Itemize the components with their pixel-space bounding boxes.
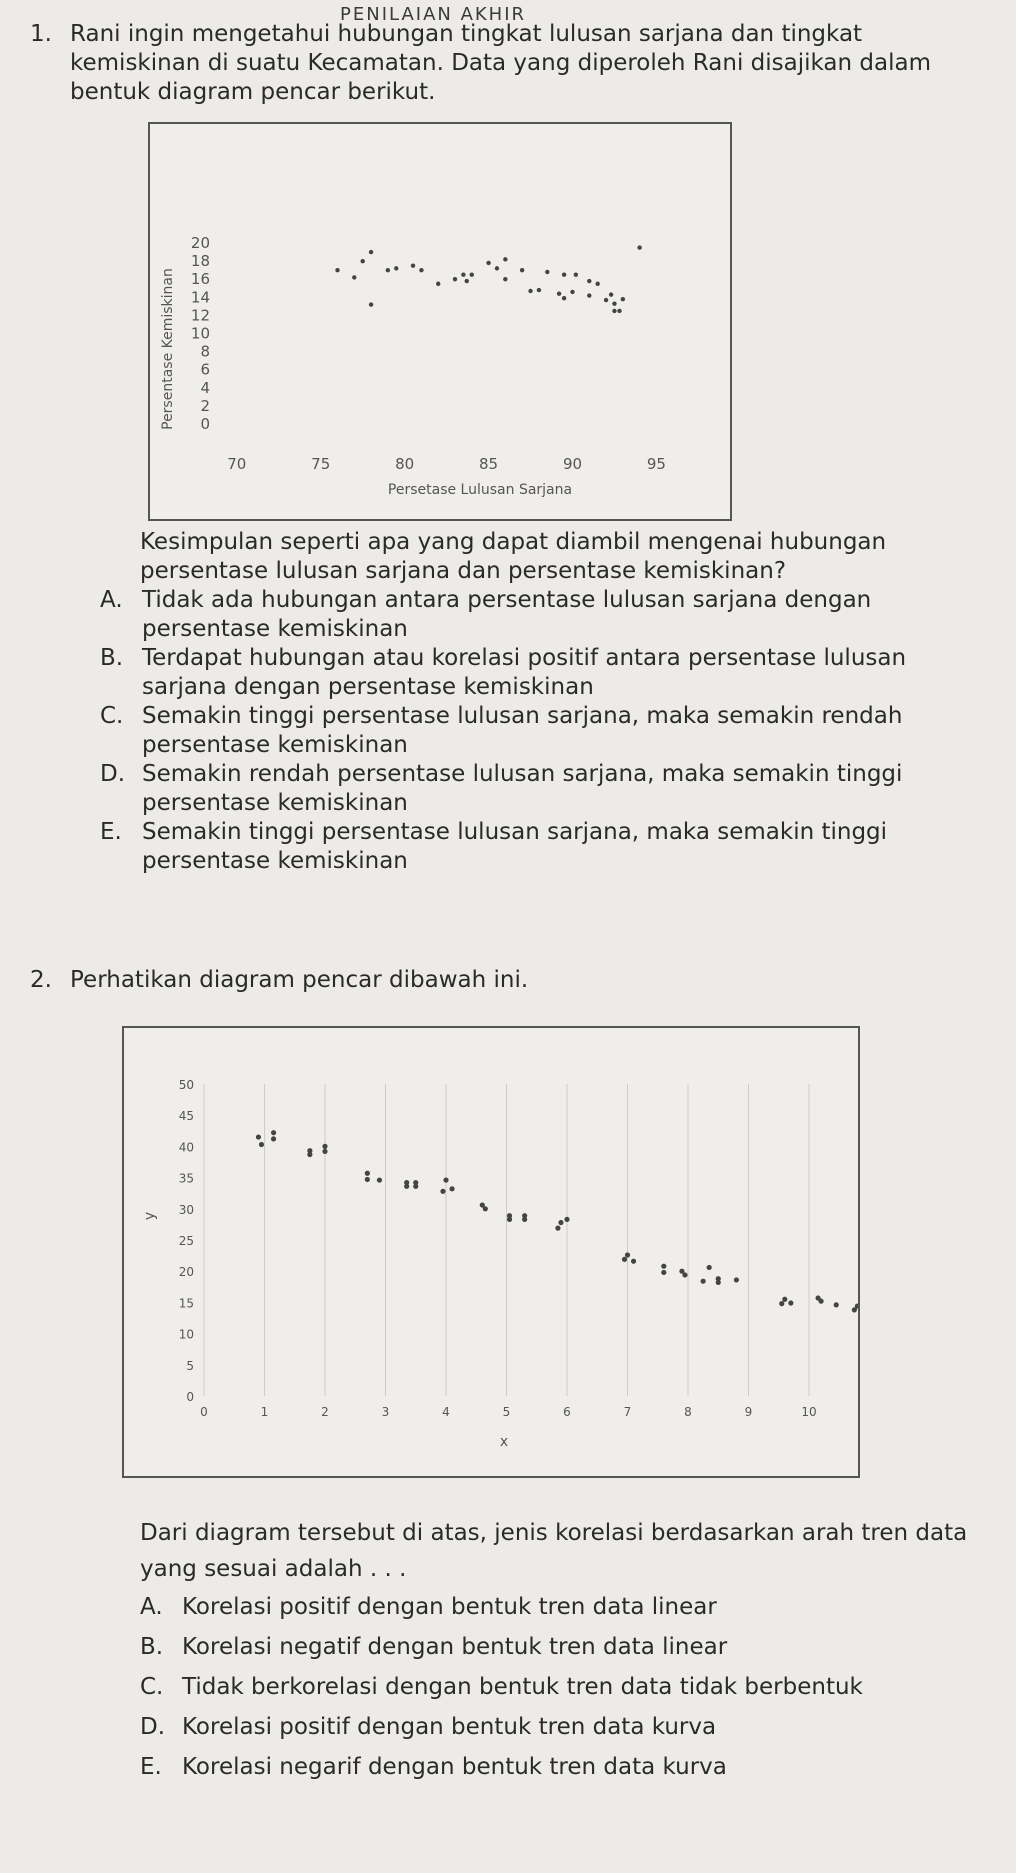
q2-option-b bbox=[140, 1627, 990, 1667]
q1-option-e bbox=[100, 818, 980, 876]
data-point bbox=[470, 273, 474, 277]
data-point bbox=[440, 1189, 445, 1194]
data-point bbox=[507, 1217, 512, 1222]
data-point bbox=[461, 273, 465, 277]
x-tick-label: 95 bbox=[646, 455, 666, 473]
data-point bbox=[369, 302, 373, 306]
q1-option-c bbox=[100, 702, 980, 760]
y-tick-label: 40 bbox=[178, 1140, 194, 1155]
option-letter: E. bbox=[140, 1754, 162, 1780]
data-point bbox=[436, 282, 440, 286]
x-tick-label: 0 bbox=[200, 1405, 208, 1419]
option-text: Korelasi positif dengan bentuk tren data kurva bbox=[182, 1714, 717, 1740]
option-letter: C. bbox=[100, 703, 124, 729]
x-tick-label: 7 bbox=[623, 1405, 632, 1419]
y-tick-label: 5 bbox=[186, 1358, 194, 1373]
data-point bbox=[537, 288, 541, 292]
data-point bbox=[661, 1270, 666, 1275]
data-point bbox=[707, 1265, 712, 1270]
x-tick-label: 8 bbox=[684, 1405, 692, 1419]
data-point bbox=[631, 1259, 636, 1264]
option-text: Korelasi positif dengan bentuk tren data linear bbox=[182, 1594, 717, 1620]
option-text: Semakin rendah persentase lulusan sarjana, maka semakin tinggi persentase kemiskinan bbox=[142, 761, 903, 816]
y-axis-label: y bbox=[142, 1211, 158, 1221]
data-point bbox=[394, 266, 398, 270]
x-tick-label: 2 bbox=[321, 1405, 329, 1419]
data-point bbox=[520, 268, 524, 272]
data-point bbox=[617, 309, 621, 313]
data-point bbox=[307, 1152, 312, 1157]
data-point bbox=[637, 245, 641, 249]
y-tick-label: 20 bbox=[178, 1265, 194, 1280]
data-point bbox=[411, 263, 415, 267]
x-tick-label: 85 bbox=[479, 455, 499, 473]
x-tick-label: 6 bbox=[563, 1405, 571, 1419]
x-axis-label: Persetase Lulusan Sarjana bbox=[387, 482, 573, 498]
y-tick-label: 4 bbox=[200, 378, 210, 397]
data-point bbox=[377, 1177, 382, 1182]
q1-option-d bbox=[100, 760, 980, 818]
x-tick-label: 3 bbox=[381, 1405, 390, 1419]
x-tick-label: 5 bbox=[502, 1405, 511, 1419]
x-tick-label: 90 bbox=[562, 455, 583, 473]
option-letter: B. bbox=[140, 1634, 164, 1660]
data-point bbox=[562, 296, 566, 300]
data-point bbox=[360, 259, 364, 263]
option-letter: B. bbox=[100, 645, 124, 671]
data-point bbox=[335, 268, 339, 272]
data-point bbox=[419, 268, 423, 272]
data-point bbox=[557, 292, 561, 296]
data-point bbox=[271, 1136, 276, 1141]
y-tick-label: 14 bbox=[190, 288, 210, 307]
question-intro: Rani ingin mengetahui hubungan tingkat lulusan sarjana dan tingkat kemiskinan di suatu Kecamatan. Data yang diperoleh Rani disajikan dalam bentuk diagram pencar berikut. bbox=[70, 21, 931, 105]
option-text: Tidak berkorelasi dengan bentuk tren data tidak berbentuk bbox=[182, 1674, 863, 1700]
y-tick-label: 18 bbox=[190, 252, 210, 271]
x-tick-label: 75 bbox=[311, 455, 331, 473]
q2-option-d bbox=[140, 1707, 990, 1747]
option-letter: E. bbox=[100, 819, 122, 845]
question-2-body bbox=[30, 1515, 980, 1787]
option-letter: D. bbox=[140, 1714, 166, 1740]
data-point bbox=[522, 1217, 527, 1222]
data-point bbox=[365, 1171, 370, 1176]
options-list bbox=[100, 586, 980, 876]
y-tick-label: 30 bbox=[178, 1202, 194, 1217]
x-tick-label: 10 bbox=[801, 1405, 817, 1419]
x-tick-label: 9 bbox=[744, 1405, 753, 1419]
data-point bbox=[604, 298, 608, 302]
y-tick-label: 0 bbox=[200, 415, 210, 433]
data-point bbox=[682, 1272, 687, 1277]
data-point bbox=[558, 1220, 563, 1225]
y-tick-label: 2 bbox=[200, 396, 210, 415]
scatter-chart-2 bbox=[122, 1026, 860, 1478]
data-point bbox=[453, 277, 457, 281]
scatter-chart-1 bbox=[148, 122, 732, 521]
data-point bbox=[852, 1307, 857, 1312]
data-point bbox=[386, 268, 390, 272]
q2-option-e bbox=[140, 1747, 990, 1787]
y-tick-label: 0 bbox=[186, 1390, 194, 1404]
question-number: 1. bbox=[30, 21, 52, 47]
question-intro: Perhatikan diagram pencar dibawah ini. bbox=[70, 967, 529, 993]
data-point bbox=[562, 273, 566, 277]
question-text: Dari diagram tersebut di atas, jenis korelasi berdasarkan arah tren data yang sesuai adalah . . . bbox=[140, 1520, 968, 1582]
data-point bbox=[528, 289, 532, 293]
data-point bbox=[404, 1184, 409, 1189]
data-point bbox=[788, 1300, 793, 1305]
option-text: Semakin tinggi persentase lulusan sarjana, maka semakin tinggi persentase kemiskinan bbox=[142, 819, 888, 874]
option-text: Tidak ada hubungan antara persentase lulusan sarjana dengan persentase kemiskinan bbox=[142, 587, 872, 642]
y-tick-label: 50 bbox=[178, 1078, 194, 1092]
y-tick-label: 10 bbox=[178, 1327, 194, 1342]
option-letter: D. bbox=[100, 761, 126, 787]
data-point bbox=[495, 266, 499, 270]
option-text: Korelasi negarif dengan bentuk tren data kurva bbox=[182, 1754, 727, 1780]
data-point bbox=[819, 1299, 824, 1304]
option-letter: A. bbox=[140, 1594, 163, 1620]
data-point bbox=[486, 261, 490, 265]
data-point bbox=[443, 1177, 448, 1182]
data-point bbox=[256, 1134, 261, 1139]
data-point bbox=[661, 1264, 666, 1269]
x-tick-label: 70 bbox=[227, 455, 247, 473]
y-tick-label: 10 bbox=[190, 324, 210, 343]
option-text: Semakin tinggi persentase lulusan sarjana, maka semakin rendah persentase kemiskinan bbox=[142, 703, 903, 758]
data-point bbox=[625, 1252, 630, 1257]
question-text: Kesimpulan seperti apa yang dapat diambil mengenai hubungan persentase lulusan sarjana dan persentase kemiskinan? bbox=[140, 529, 887, 584]
data-point bbox=[545, 270, 549, 274]
data-point bbox=[612, 301, 616, 305]
data-point bbox=[365, 1177, 370, 1182]
data-point bbox=[322, 1149, 327, 1154]
q2-option-c bbox=[140, 1667, 990, 1707]
data-point bbox=[570, 290, 574, 294]
data-point bbox=[834, 1302, 839, 1307]
data-point bbox=[369, 250, 373, 254]
x-axis-label: x bbox=[499, 1434, 509, 1450]
question-1-body bbox=[30, 528, 980, 876]
question-1 bbox=[30, 20, 980, 107]
scatter-plot-2 bbox=[124, 1028, 858, 1476]
data-point bbox=[564, 1217, 569, 1222]
y-tick-label: 6 bbox=[200, 360, 210, 379]
scatter-plot-1 bbox=[150, 124, 730, 519]
data-point bbox=[622, 1257, 627, 1262]
data-point bbox=[595, 282, 599, 286]
q1-option-a bbox=[100, 586, 980, 644]
question-2 bbox=[30, 966, 980, 995]
data-point bbox=[259, 1142, 264, 1147]
x-tick-label: 80 bbox=[395, 455, 415, 473]
option-letter: A. bbox=[100, 587, 123, 613]
page-header: PENILAIAN AKHIR bbox=[340, 4, 527, 25]
question-number: 2. bbox=[30, 967, 52, 993]
y-tick-label: 20 bbox=[190, 234, 210, 253]
data-point bbox=[271, 1130, 276, 1135]
data-point bbox=[621, 297, 625, 301]
data-point bbox=[716, 1280, 721, 1285]
q1-option-b bbox=[100, 644, 980, 702]
data-point bbox=[483, 1206, 488, 1211]
x-tick-label: 1 bbox=[260, 1405, 269, 1419]
data-point bbox=[782, 1297, 787, 1302]
y-tick-label: 15 bbox=[178, 1296, 194, 1311]
y-tick-label: 25 bbox=[178, 1234, 194, 1248]
data-point bbox=[503, 257, 507, 261]
option-text: Korelasi negatif dengan bentuk tren data linear bbox=[182, 1634, 728, 1660]
data-point bbox=[734, 1277, 739, 1282]
data-point bbox=[555, 1226, 560, 1231]
data-point bbox=[413, 1184, 418, 1189]
option-text: Terdapat hubungan atau korelasi positif antara persentase lulusan sarjana dengan persentase kemiskinan bbox=[142, 645, 907, 700]
data-point bbox=[609, 292, 613, 296]
y-axis-label: Persentase Kemiskinan bbox=[160, 268, 176, 430]
y-tick-label: 16 bbox=[190, 270, 210, 289]
y-tick-label: 8 bbox=[200, 342, 210, 361]
options-list bbox=[140, 1587, 990, 1787]
data-point bbox=[503, 277, 507, 281]
data-point bbox=[587, 279, 591, 283]
data-point bbox=[587, 293, 591, 297]
data-point bbox=[574, 273, 578, 277]
data-point bbox=[352, 275, 356, 279]
data-point bbox=[779, 1301, 784, 1306]
x-tick-label: 4 bbox=[442, 1405, 450, 1419]
data-point bbox=[612, 309, 616, 313]
data-point bbox=[465, 279, 469, 283]
y-tick-label: 12 bbox=[190, 306, 210, 325]
option-letter: C. bbox=[140, 1674, 164, 1700]
q2-option-a bbox=[140, 1587, 990, 1627]
data-point bbox=[449, 1186, 454, 1191]
y-tick-label: 45 bbox=[178, 1109, 194, 1124]
data-point bbox=[322, 1144, 327, 1149]
data-point bbox=[701, 1279, 706, 1284]
y-tick-label: 35 bbox=[178, 1171, 194, 1186]
